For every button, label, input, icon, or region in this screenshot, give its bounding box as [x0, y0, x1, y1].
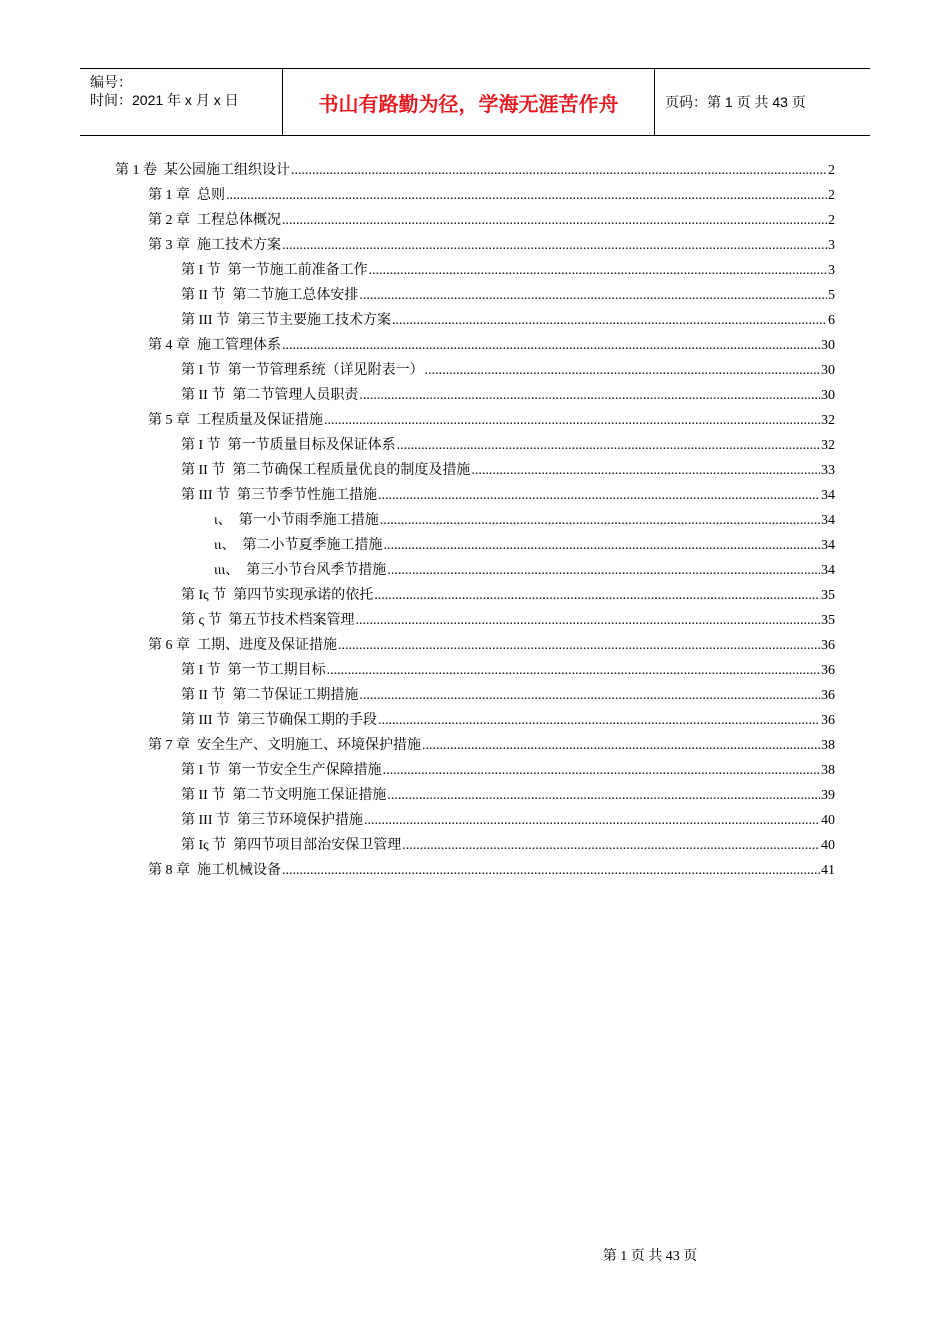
toc-leader-dots: [471, 459, 820, 483]
toc-entry-section[interactable]: [181, 359, 835, 383]
document-number: 编号：: [90, 74, 132, 90]
toc-entry-section[interactable]: [181, 659, 835, 683]
toc-entry-page: 3: [828, 238, 835, 253]
toc-entry-chapter[interactable]: [148, 634, 835, 658]
toc-entry-label: ιι、 第二小节夏季施工措施: [214, 538, 383, 553]
page-header: [80, 68, 870, 136]
footer-page-number: 第 1 页 共 43 页: [602, 1249, 698, 1264]
toc-leader-dots: [383, 759, 820, 783]
toc-leader-dots: [387, 559, 820, 583]
toc-entry-section[interactable]: [181, 784, 835, 808]
toc-leader-dots: [374, 584, 820, 608]
header-motto: 书山有路勤为径，学海无涯苦作舟: [283, 69, 655, 135]
toc-entry-page: 39: [821, 788, 835, 803]
toc-entry-page: 2: [828, 213, 835, 228]
toc-entry-label: 第 6 章 工期、进度及保证措施: [148, 638, 337, 653]
toc-leader-dots: [356, 609, 820, 633]
toc-entry-label: 第 8 章 施工机械设备: [148, 863, 281, 878]
toc-leader-dots: [282, 859, 820, 883]
toc-entry-subsection[interactable]: [214, 559, 835, 583]
toc-entry-page: 36: [821, 638, 835, 653]
header-meta: [80, 69, 283, 135]
toc-leader-dots: [327, 659, 820, 683]
document-time: 时间：2021 年 x 月 x 日: [90, 92, 239, 108]
toc-leader-dots: [359, 684, 820, 708]
toc-entry-chapter[interactable]: [148, 734, 835, 758]
toc-entry-label: 第 Iς 节 第四节项目部治安保卫管理: [181, 838, 402, 853]
toc-entry-section[interactable]: [181, 434, 835, 458]
toc-entry-chapter[interactable]: [148, 184, 835, 208]
toc-leader-dots: [380, 509, 820, 533]
toc-entry-label: 第 3 章 施工技术方案: [148, 238, 281, 253]
toc-entry-section[interactable]: [181, 309, 835, 333]
toc-entry-section[interactable]: [181, 709, 835, 733]
toc-entry-page: 35: [821, 588, 835, 603]
page-footer: [0, 1245, 950, 1265]
toc-entry-page: 5: [828, 288, 835, 303]
toc-entry-section[interactable]: [181, 584, 835, 608]
toc-entry-section[interactable]: [181, 809, 835, 833]
toc-entry-label: 第 II 节 第二节保证工期措施: [181, 688, 359, 703]
toc-entry-section[interactable]: [181, 609, 835, 633]
toc-entry-label: 第 1 卷 某公园施工组织设计: [115, 163, 290, 178]
toc-entry-section[interactable]: [181, 834, 835, 858]
toc-entry-page: 40: [821, 813, 835, 828]
toc-entry-label: 第 ς 节 第五节技术档案管理: [181, 613, 355, 628]
toc-leader-dots: [397, 434, 820, 458]
toc-entry-label: 第 II 节 第二节管理人员职责: [181, 388, 359, 403]
toc-entry-label: 第 III 节 第三节环境保护措施: [181, 813, 363, 828]
toc-entry-label: 第 I 节 第一节管理系统（详见附表一）: [181, 363, 424, 378]
toc-entry-label: 第 I 节 第一节质量目标及保证体系: [181, 438, 396, 453]
toc-entry-chapter[interactable]: [148, 209, 835, 233]
toc-entry-page: 38: [821, 738, 835, 753]
toc-entry-label: 第 Iς 节 第四节实现承诺的依托: [181, 588, 374, 603]
toc-entry-subsection[interactable]: [214, 534, 835, 558]
toc-leader-dots: [378, 709, 820, 733]
toc-entry-label: ιιι、 第三小节台风季节措施: [214, 563, 387, 578]
toc-leader-dots: [282, 209, 827, 233]
toc-entry-page: 35: [821, 613, 835, 628]
toc-leader-dots: [369, 259, 827, 283]
toc-entry-page: 2: [828, 188, 835, 203]
toc-leader-dots: [291, 159, 827, 183]
toc-entry-page: 34: [821, 488, 835, 503]
toc-entry-label: 第 I 节 第一节工期目标: [181, 663, 326, 678]
toc-leader-dots: [364, 809, 820, 833]
toc-leader-dots: [338, 634, 820, 658]
toc-entry-page: 30: [821, 338, 835, 353]
toc-entry-page: 34: [821, 513, 835, 528]
toc-leader-dots: [282, 234, 827, 258]
toc-leader-dots: [384, 534, 820, 558]
toc-entry-label: 第 II 节 第二节施工总体安排: [181, 288, 359, 303]
toc-entry-page: 3: [828, 263, 835, 278]
toc-entry-page: 36: [821, 713, 835, 728]
toc-entry-page: 30: [821, 363, 835, 378]
toc-entry-label: ι、 第一小节雨季施工措施: [214, 513, 379, 528]
toc-entry-section[interactable]: [181, 284, 835, 308]
toc-entry-label: 第 7 章 安全生产、文明施工、环境保护措施: [148, 738, 421, 753]
toc-entry-page: 32: [821, 438, 835, 453]
toc-leader-dots: [425, 359, 820, 383]
toc-entry-section[interactable]: [181, 759, 835, 783]
toc-entry-subsection[interactable]: [214, 509, 835, 533]
toc-leader-dots: [359, 384, 820, 408]
toc-leader-dots: [392, 309, 827, 333]
toc-entry-section[interactable]: [181, 684, 835, 708]
toc-entry-page: 2: [828, 163, 835, 178]
toc-entry-page: 38: [821, 763, 835, 778]
toc-entry-label: 第 II 节 第二节文明施工保证措施: [181, 788, 387, 803]
toc-entry-label: 第 4 章 施工管理体系: [148, 338, 281, 353]
toc-entry-page: 6: [828, 313, 835, 328]
toc-entry-section[interactable]: [181, 459, 835, 483]
toc-entry-label: 第 III 节 第三节季节性施工措施: [181, 488, 377, 503]
toc-entry-page: 41: [821, 863, 835, 878]
toc-leader-dots: [378, 484, 820, 508]
toc-entry-label: 第 1 章 总则: [148, 188, 225, 203]
toc-entry-page: 33: [821, 463, 835, 478]
toc-entry-page: 32: [821, 413, 835, 428]
toc-entry-label: 第 II 节 第二节确保工程质量优良的制度及措施: [181, 463, 471, 478]
toc-entry-chapter[interactable]: [148, 334, 835, 358]
toc-entry-label: 第 I 节 第一节安全生产保障措施: [181, 763, 382, 778]
toc-entry-chapter[interactable]: [148, 234, 835, 258]
toc-entry-section[interactable]: [181, 484, 835, 508]
toc-leader-dots: [282, 334, 820, 358]
toc-entry-page: 36: [821, 663, 835, 678]
toc-entry-chapter[interactable]: [148, 859, 835, 883]
toc-entry-section[interactable]: [181, 259, 835, 283]
toc-leader-dots: [402, 834, 820, 858]
header-page-info: 页码：第 1 页 共 43 页: [665, 94, 806, 110]
toc-leader-dots: [324, 409, 820, 433]
toc-entry-page: 30: [821, 388, 835, 403]
toc-entry-chapter[interactable]: [148, 409, 835, 433]
toc-entry-section[interactable]: [181, 384, 835, 408]
toc-leader-dots: [387, 784, 820, 808]
toc-entry-page: 34: [821, 538, 835, 553]
toc-entry-label: 第 III 节 第三节主要施工技术方案: [181, 313, 391, 328]
toc-entry-label: 第 2 章 工程总体概况: [148, 213, 281, 228]
toc-entry-label: 第 III 节 第三节确保工期的手段: [181, 713, 377, 728]
toc-leader-dots: [359, 284, 827, 308]
toc-entry-label: 第 I 节 第一节施工前准备工作: [181, 263, 368, 278]
toc-entry-label: 第 5 章 工程质量及保证措施: [148, 413, 323, 428]
toc-entry-page: 36: [821, 688, 835, 703]
toc-entry-page: 40: [821, 838, 835, 853]
toc-leader-dots: [422, 734, 820, 758]
toc-entry-volume[interactable]: [115, 159, 835, 183]
toc-entry-page: 34: [821, 563, 835, 578]
toc-leader-dots: [226, 184, 827, 208]
